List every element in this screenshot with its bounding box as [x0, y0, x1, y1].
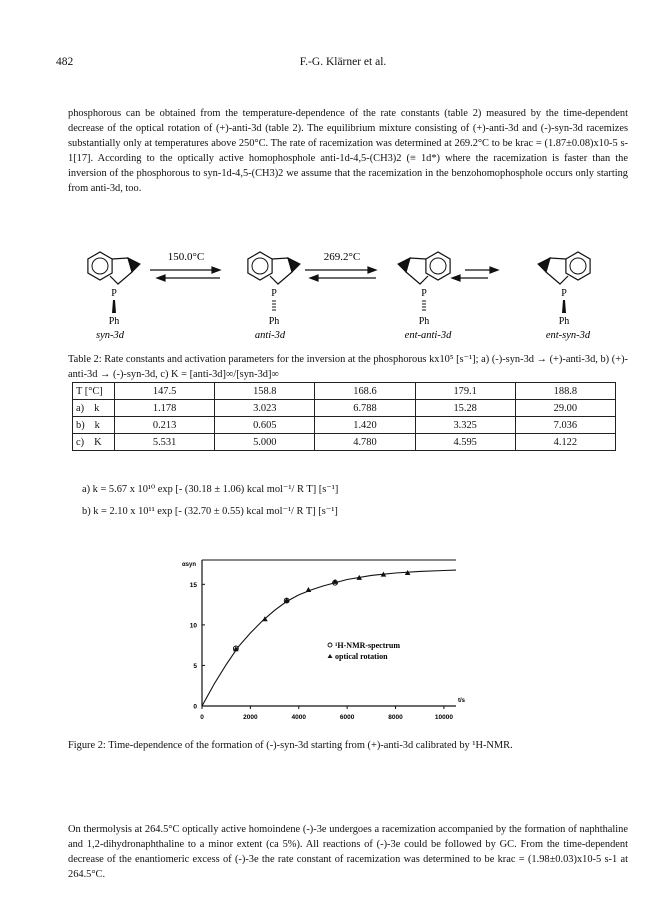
rate-table — [72, 382, 616, 451]
svg-text:Ph: Ph — [418, 316, 430, 327]
table-caption: Table 2: Rate constants and activation parameters for the inversion at the phosphorous kx10⁵ [s⁻¹]; a) (-)-syn-3d → (+)-anti-3d, b) (+)-anti-3d → (-)-syn-3d, c) K = [anti-3d]∞/[syn-3d]∞ — [68, 354, 628, 380]
svg-text:Ph: Ph — [108, 316, 120, 327]
closing-paragraph: On thermolysis at 264.5°C optically active homoindene (-)-3e undergoes a racemization accompanied by the formation of naphthaline and 1,2-dihydronaphthaline to a minor extent (ca 5%). All reactions of (-)-3e could be followed by GC. From the time-dependent decrease of the enantiomeric excess of (-)-3e the rate constant of racemization was determined to be krac = (1.98±0.03)x10-5 s-1 at 264.5°C. — [68, 824, 628, 880]
table-header-label: T [°C] — [73, 383, 115, 400]
table-row — [73, 400, 616, 417]
table-cell: 5.531 — [115, 434, 215, 451]
molecule-structure — [248, 252, 300, 327]
fit-curve — [202, 570, 456, 706]
svg-text:Ph: Ph — [558, 316, 570, 327]
molecule-structure — [88, 252, 140, 327]
x-tick-label: 0 — [200, 714, 204, 721]
table-row — [73, 417, 616, 434]
table-cell: 0.605 — [215, 417, 315, 434]
row-label: b) k — [73, 417, 115, 434]
figure-caption: Figure 2: Time-dependence of the formation of (-)-syn-3d starting from (+)-anti-3d calibrated by ¹H-NMR. — [68, 740, 513, 751]
x-tick-label: 2000 — [243, 714, 258, 721]
x-tick-label: 6000 — [339, 714, 355, 721]
reaction-scheme — [80, 236, 620, 344]
compound-label-2: anti-3d — [254, 330, 286, 341]
table-cell: 7.036 — [515, 417, 615, 434]
table-cell: 29.00 — [515, 400, 615, 417]
condition-1: 150.0°C — [167, 251, 205, 263]
x-tick-label: 8000 — [388, 714, 403, 721]
kinetics-chart — [180, 548, 470, 728]
compound-label-3: ent-anti-3d — [404, 330, 452, 341]
running-head: F.-G. Klärner et al. — [299, 56, 387, 68]
intro-paragraph: phosphorous can be obtained from the temperature-dependence of the rate constants (table 2) measured by the time-dependent decrease of the optical rotation of (+)-anti-3d (table 2). The equilibrium mixture consisting of (+)-anti-3d and (-)-syn-3d racemizes substantially only at temperatures above 250°C. The rate of racemization was determined at 269.2°C to be krac = (1.87±0.08)x10-5 s-1[17]. According to the optically active homophosphole anti-1d-4,5-(CH3)2 (≡ 1d*) where the racemization is faster than the inversion of the phosphorous to syn-1d-4,5-(CH3)2 we assume that the racemization in the benzohomophosphole occurs only starting from anti-3d, too. — [68, 108, 628, 194]
equation-b: b) k = 2.10 x 10¹¹ exp [- (32.70 ± 0.55) kcal mol⁻¹/ R T] [s⁻¹] — [82, 506, 338, 517]
row-label: a) k — [73, 400, 115, 417]
molecule-structure — [398, 252, 450, 327]
svg-text:P: P — [271, 288, 277, 299]
table-header-row — [73, 383, 616, 400]
compound-label-1: syn-3d — [96, 330, 124, 341]
table-cell: 3.023 — [215, 400, 315, 417]
table-cell: 5.000 — [215, 434, 315, 451]
y-tick-label: 0 — [193, 703, 197, 711]
table-cell: 4.595 — [415, 434, 515, 451]
legend-nmr-label: ¹H-NMR-spectrum — [335, 641, 401, 650]
table-cell: 179.1 — [415, 383, 515, 400]
page-number: 482 — [56, 56, 74, 68]
table-row — [73, 434, 616, 451]
y-tick-label: 15 — [189, 581, 197, 589]
table-cell: 0.213 — [115, 417, 215, 434]
svg-text:P: P — [561, 288, 567, 299]
table-cell: 188.8 — [515, 383, 615, 400]
y-axis-label: αsyn — [181, 562, 196, 568]
legend-rotation-marker — [328, 654, 333, 658]
x-axis-label: t/s — [458, 698, 466, 704]
table-cell: 15.28 — [415, 400, 515, 417]
row-label: c) K — [73, 434, 115, 451]
y-tick-label: 5 — [193, 662, 197, 670]
x-tick-label: 4000 — [291, 714, 306, 721]
svg-text:P: P — [421, 288, 427, 299]
table-cell: 4.122 — [515, 434, 615, 451]
legend-rotation-label: optical rotation — [335, 652, 388, 661]
table-cell: 1.420 — [315, 417, 415, 434]
table-cell: 6.788 — [315, 400, 415, 417]
table-cell: 1.178 — [115, 400, 215, 417]
svg-text:P: P — [111, 288, 117, 299]
table-cell: 147.5 — [115, 383, 215, 400]
table-cell: 4.780 — [315, 434, 415, 451]
page-header — [56, 56, 630, 72]
table-cell: 158.8 — [215, 383, 315, 400]
optical-rotation-point — [306, 587, 312, 592]
equation-a: a) k = 5.67 x 10¹⁰ exp [- (30.18 ± 1.06) kcal mol⁻¹/ R T] [s⁻¹] — [82, 484, 339, 495]
y-tick-label: 10 — [189, 622, 197, 630]
molecule-structure — [538, 252, 590, 327]
table-cell: 168.6 — [315, 383, 415, 400]
table-cell: 3.325 — [415, 417, 515, 434]
svg-text:Ph: Ph — [268, 316, 280, 327]
legend-nmr-marker — [328, 643, 332, 647]
x-tick-label: 10000 — [434, 714, 453, 721]
condition-2: 269.2°C — [323, 251, 361, 263]
compound-label-4: ent-syn-3d — [545, 330, 591, 341]
